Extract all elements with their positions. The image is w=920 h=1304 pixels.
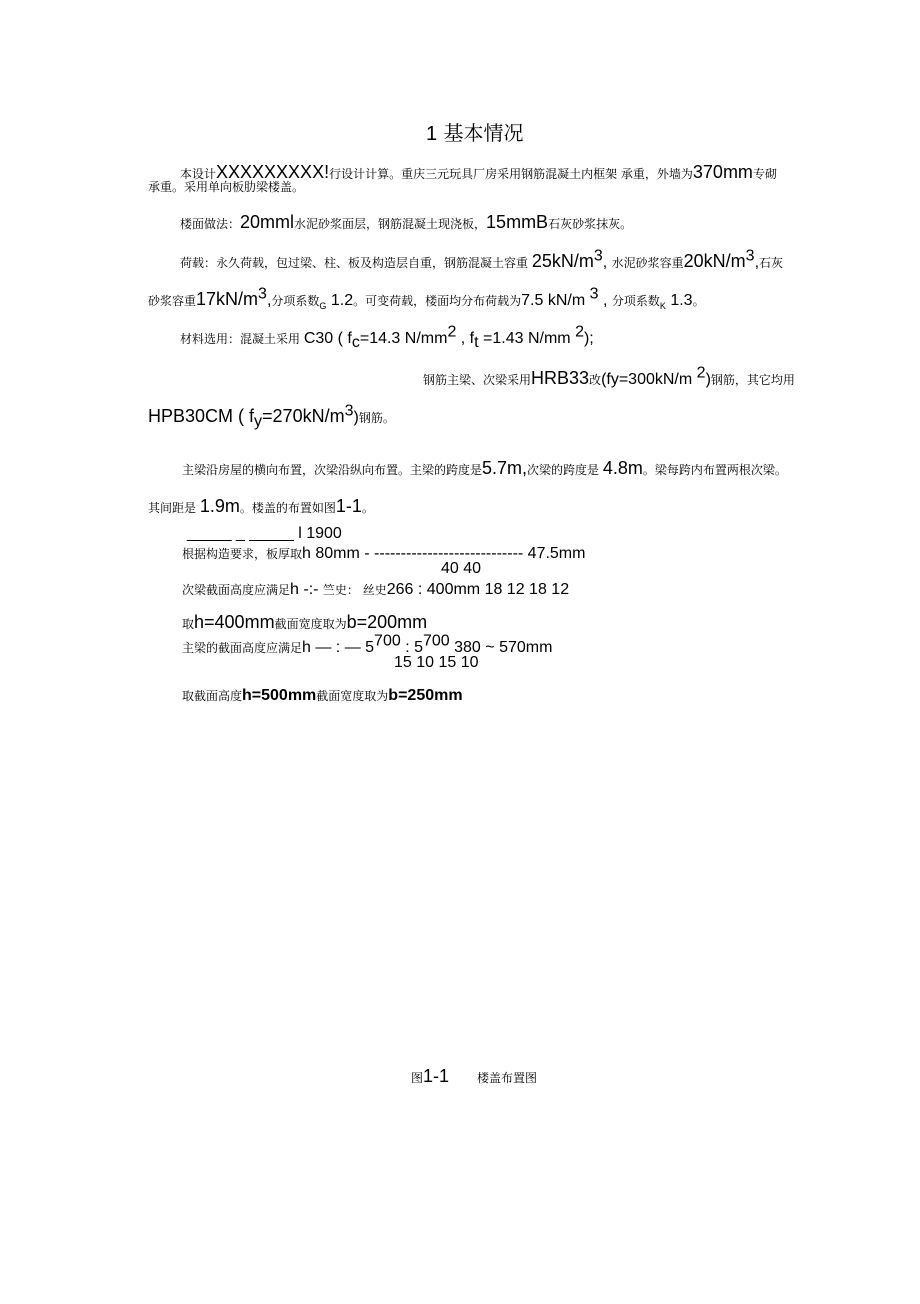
eq1-denominators: 40 40 <box>441 560 482 577</box>
section-title-text: 基本情况 <box>443 121 524 145</box>
paragraph-1-line-2: 承重。采用单向板肋梁楼盖。 <box>148 180 305 194</box>
paragraph-beam-layout: 主梁沿房屋的横向布置，次梁沿纵向布置。主梁的跨度是5.7m,次梁的跨度是 4.8m。梁每跨内布置两根次梁。 <box>182 458 787 478</box>
eq2-secondary-beam-height: 次梁截面高度应满足h -:- 竺史： 丝史266 : 400mm 18 12 18 12 <box>182 581 570 598</box>
eq1-slab-thickness: 根据构造要求，板厚取h 80mm - ---------------------------- 47.5mm <box>182 545 586 562</box>
eq3-secondary-beam-section: 取h=400mm截面宽度取为b=200mm <box>182 612 428 632</box>
eq4-main-beam-height: 主梁的截面高度应满足h — : — $5^{700}$ : $5^{700}$ 380 ~ 570mm <box>182 632 553 656</box>
eq5-main-beam-section: 取截面高度h=500mm截面宽度取为b=250mm <box>182 687 463 704</box>
paragraph-spacing: 其间距是 1.9m。楼盖的布置如图1-1。 <box>148 496 374 516</box>
paragraph-materials-concrete: 材料选用：混凝土采用 C30 ( $f_c=14.3$ $N/mm^2$ , $f_t =1.43$ N/mm $^2$); <box>180 323 594 352</box>
section-number: 1 <box>426 123 438 145</box>
paragraph-floor-finish: 楼面做法：20mml水泥砂浆面层，钢筋混凝土现浇板，15mmB石灰砂浆抹灰。 <box>180 212 633 232</box>
figure-caption: 图1-1 楼盖布置图 <box>411 1066 538 1086</box>
paragraph-loads-line-1: 荷载：永久荷载，包过梁、柱、板及构造层自重，钢筋混凝土容重 $25kN/m^3$, 水泥砂浆容重$20kN/m^3$,石灰 <box>180 247 784 271</box>
eq4-denominators: 15 10 15 10 <box>394 654 479 671</box>
section-title <box>426 123 523 144</box>
paragraph-materials-steel: 钢筋主梁、次梁采用HRB33改(fy=300kN/m $^2$)钢筋，其它均用 <box>423 364 795 388</box>
paragraph-materials-hpb: HPB30CM ( $f_y=270kN/m^3$)钢筋。 <box>148 402 395 431</box>
eq1-top-line: _____ _ _____ l 1900 <box>187 525 342 542</box>
paragraph-loads-line-2: 砂浆容重$17kN/m^3$,分项系数$_G$ 1.2。可变荷载，楼面均分布荷载为7.5 kN/m $^3$ , 分项系数$_K$ 1.3。 <box>148 285 705 312</box>
paragraph-1-line-1: 本设计XXXXXXXXX!行设计计算。重庆三元玩具厂房采用钢筋混凝土内框架 承重，外墙为370mm专砌 <box>180 162 777 182</box>
